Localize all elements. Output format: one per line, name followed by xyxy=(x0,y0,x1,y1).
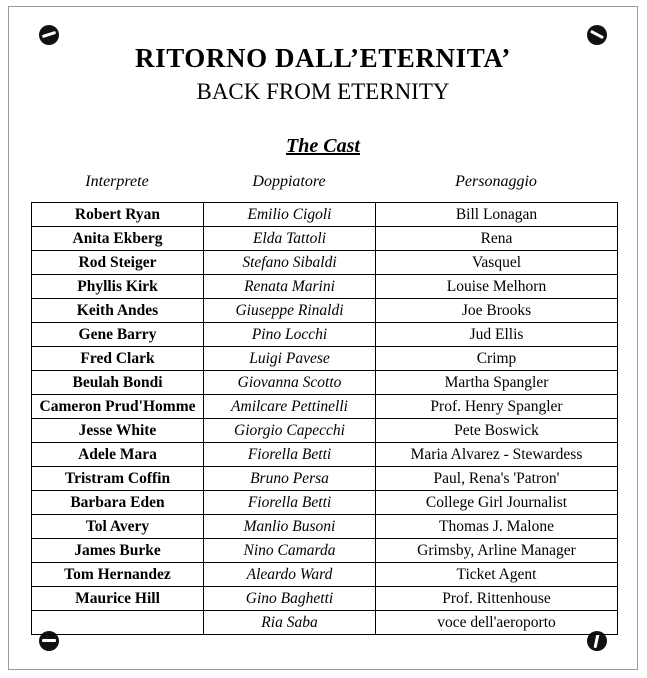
cast-table-body xyxy=(32,203,618,635)
screw-slot-icon xyxy=(594,634,600,648)
screw-slot-icon xyxy=(42,639,56,642)
table-cell-personaggio: Rena xyxy=(376,227,618,251)
table-cell-interprete: Tol Avery xyxy=(32,515,204,539)
table-cell-doppiatore: Emilio Cigoli xyxy=(204,203,376,227)
table-cell-doppiatore: Gino Baghetti xyxy=(204,587,376,611)
table-row xyxy=(32,443,618,467)
table-cell-doppiatore: Luigi Pavese xyxy=(204,347,376,371)
table-cell-personaggio: Pete Boswick xyxy=(376,419,618,443)
screw-slot-icon xyxy=(42,31,56,38)
table-cell-interprete: Rod Steiger xyxy=(32,251,204,275)
table-cell-interprete: Tom Hernandez xyxy=(32,563,204,587)
table-cell-doppiatore: Stefano Sibaldi xyxy=(204,251,376,275)
table-cell-personaggio: voce dell'aeroporto xyxy=(376,611,618,635)
table-cell-interprete: Phyllis Kirk xyxy=(32,275,204,299)
table-cell-personaggio: Louise Melhorn xyxy=(376,275,618,299)
table-cell-doppiatore: Bruno Persa xyxy=(204,467,376,491)
table-cell-doppiatore: Giorgio Capecchi xyxy=(204,419,376,443)
table-row xyxy=(32,587,618,611)
table-cell-doppiatore: Fiorella Betti xyxy=(204,443,376,467)
table-cell-doppiatore: Manlio Busoni xyxy=(204,515,376,539)
cast-table xyxy=(31,202,618,635)
table-cell-interprete: James Burke xyxy=(32,539,204,563)
table-cell-interprete: Jesse White xyxy=(32,419,204,443)
table-cell-personaggio: College Girl Journalist xyxy=(376,491,618,515)
table-cell-doppiatore: Amilcare Pettinelli xyxy=(204,395,376,419)
table-cell-personaggio: Prof. Henry Spangler xyxy=(376,395,618,419)
table-cell-doppiatore: Ria Saba xyxy=(204,611,376,635)
table-cell-personaggio: Paul, Rena's 'Patron' xyxy=(376,467,618,491)
table-cell-personaggio: Joe Brooks xyxy=(376,299,618,323)
section-heading-cast: The Cast xyxy=(286,135,360,157)
table-cell-personaggio: Bill Lonagan xyxy=(376,203,618,227)
column-header-interprete: Interprete xyxy=(85,173,149,190)
table-cell-doppiatore: Pino Locchi xyxy=(204,323,376,347)
table-row xyxy=(32,467,618,491)
column-headers xyxy=(31,173,617,191)
table-cell-interprete: Beulah Bondi xyxy=(32,371,204,395)
table-cell-interprete: Cameron Prud'Homme xyxy=(32,395,204,419)
table-row xyxy=(32,539,618,563)
table-cell-doppiatore: Elda Tattoli xyxy=(204,227,376,251)
table-cell-interprete: Robert Ryan xyxy=(32,203,204,227)
table-row xyxy=(32,275,618,299)
table-row xyxy=(32,323,618,347)
table-cell-interprete xyxy=(32,611,204,635)
table-row xyxy=(32,515,618,539)
table-cell-interprete: Maurice Hill xyxy=(32,587,204,611)
table-cell-personaggio: Crimp xyxy=(376,347,618,371)
table-cell-interprete: Keith Andes xyxy=(32,299,204,323)
table-row xyxy=(32,347,618,371)
table-row xyxy=(32,251,618,275)
table-cell-personaggio: Grimsby, Arline Manager xyxy=(376,539,618,563)
table-cell-personaggio: Thomas J. Malone xyxy=(376,515,618,539)
title-block xyxy=(9,43,637,106)
table-row xyxy=(32,227,618,251)
table-cell-doppiatore: Giovanna Scotto xyxy=(204,371,376,395)
column-header-personaggio: Personaggio xyxy=(455,173,537,190)
screw-top-right-icon xyxy=(587,25,607,45)
table-row xyxy=(32,299,618,323)
page-title-english: BACK FROM ETERNITY xyxy=(196,79,450,105)
table-row xyxy=(32,371,618,395)
screw-top-left-icon xyxy=(39,25,59,45)
table-cell-doppiatore: Nino Camarda xyxy=(204,539,376,563)
table-cell-interprete: Barbara Eden xyxy=(32,491,204,515)
table-cell-interprete: Fred Clark xyxy=(32,347,204,371)
table-cell-doppiatore: Aleardo Ward xyxy=(204,563,376,587)
paper-sheet xyxy=(8,6,638,670)
table-cell-personaggio: Vasquel xyxy=(376,251,618,275)
table-row xyxy=(32,203,618,227)
table-cell-personaggio: Jud Ellis xyxy=(376,323,618,347)
table-cell-interprete: Anita Ekberg xyxy=(32,227,204,251)
table-cell-personaggio: Ticket Agent xyxy=(376,563,618,587)
table-row xyxy=(32,419,618,443)
column-header-doppiatore: Doppiatore xyxy=(252,173,326,190)
page-title-italian: RITORNO DALL’ETERNITA’ xyxy=(134,43,512,73)
table-cell-interprete: Adele Mara xyxy=(32,443,204,467)
table-cell-personaggio: Prof. Rittenhouse xyxy=(376,587,618,611)
table-cell-doppiatore: Renata Marini xyxy=(204,275,376,299)
table-row xyxy=(32,395,618,419)
table-row xyxy=(32,611,618,635)
table-cell-interprete: Tristram Coffin xyxy=(32,467,204,491)
table-cell-personaggio: Martha Spangler xyxy=(376,371,618,395)
table-row xyxy=(32,563,618,587)
screw-slot-icon xyxy=(590,30,604,39)
table-cell-doppiatore: Fiorella Betti xyxy=(204,491,376,515)
table-cell-personaggio: Maria Alvarez - Stewardess xyxy=(376,443,618,467)
table-cell-interprete: Gene Barry xyxy=(32,323,204,347)
table-cell-doppiatore: Giuseppe Rinaldi xyxy=(204,299,376,323)
table-row xyxy=(32,491,618,515)
